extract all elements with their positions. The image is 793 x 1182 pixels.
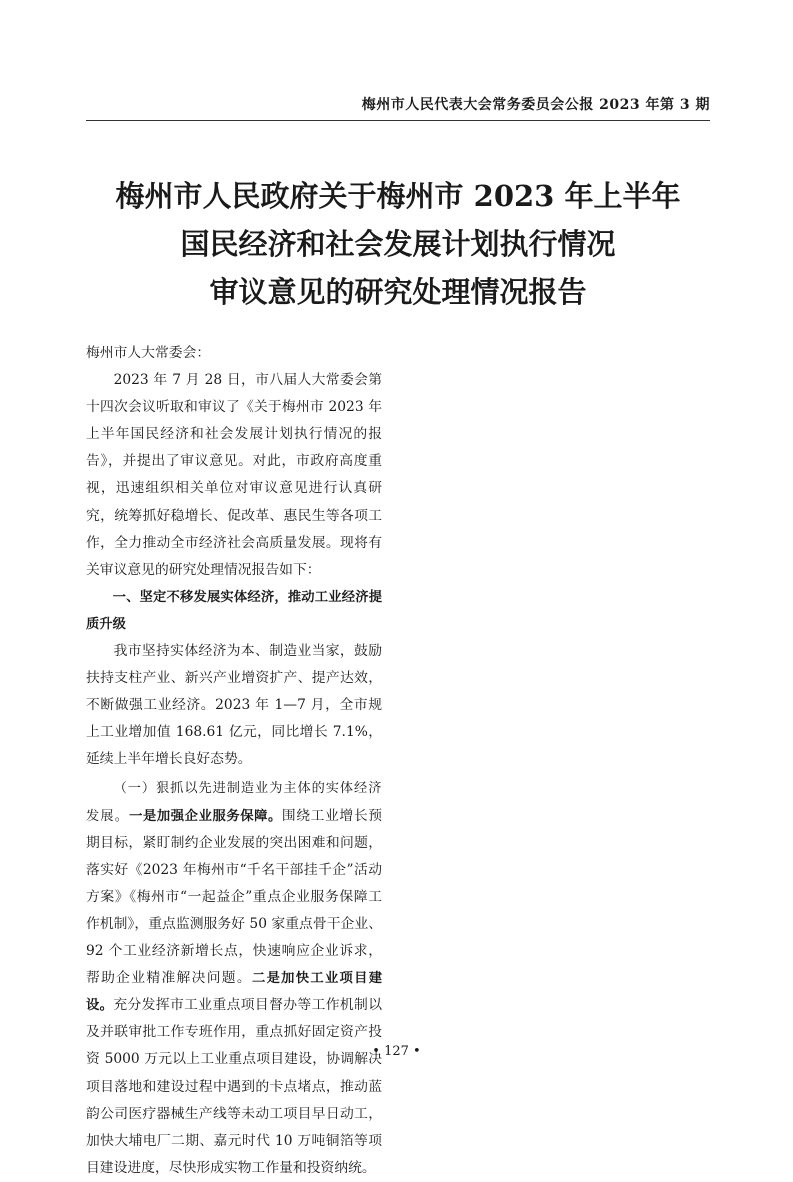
sub1-point-1-heading: 一是加强企业服务保障。 [129,808,282,824]
document-title [86,172,710,316]
publication-header: 梅州市人民代表大会常务委员会公报 2023 年第 3 期 [361,97,710,113]
intro-paragraph: 2023 年 7 月 28 日，市八届人大常委会第十四次会议听取和审议了《关于梅州市 2023 年上半年国民经济和社会发展计划执行情况的报告》，并提出了审议意见。对此，市政府高度重视，迅速组织相关单位对审议意见进行认真研究，统筹抓好稳增长、促改革、惠民生等各项工作，全力推动全市经济社会高质量发展。现将有关审议意见的研究处理情况报告如下： [86,372,382,578]
section-1-heading: 一、坚定不移发展实体经济，推动工业经济提质升级 [86,589,382,632]
sub1-point-2-text: 充分发挥市工业重点项目督办等工作机制以及并联审批工作专班作用，重点抓好固定资产投资 5000 万元以上工业重点项目建设，协调解决项目落地和建设过程中遇到的卡点堵点，推动蓝韵公司医疗器械生产线等未动工项目早日动工，加快大埔电厂二期、嘉元时代 10 万吨铜箔等项目建设进度，尽快形成实物工作量和投资纳统。 [86,997,383,1176]
subsection-1-paragraph [86,774,382,1182]
header-divider [86,120,710,121]
salutation: 梅州市人大常委会： [86,345,211,361]
page-number: • 127 • [372,1044,421,1059]
title-line-2: 国民经济和社会发展计划执行情况 [180,227,616,261]
title-line-1: 梅州市人民政府关于梅州市 2023 年上半年 [115,179,681,213]
title-line-3: 审议意见的研究处理情况报告 [209,275,587,309]
sub1-point-1-text: 围绕工业增长预期目标，紧盯制约企业发展的突出困难和问题，落实好《2023 年梅州市“千名干部挂千企”活动方案》《梅州市“一起益企”重点企业服务保障工作机制》，重点监测服务好 50 家重点骨干企业、92 个工业经济新增长点，快速响应企业诉求，帮助企业精准解决问题。 [86,807,383,987]
section-1-intro: 我市坚持实体经济为本、制造业当家，鼓励扶持支柱产业、新兴产业增资扩产、提产达效，不断做强工业经济。2023 年 1—7 月，全市规上工业增加值 168.61 亿元，同比增长 7.1%，延续上半年增长良好态势。 [86,643,382,768]
subsection-1-title: （一）狠抓以先进制造业为主体的实体经济发展。 [86,779,382,823]
sub1-point-2-heading: 二是加快工业项目建设。 [86,971,383,1014]
